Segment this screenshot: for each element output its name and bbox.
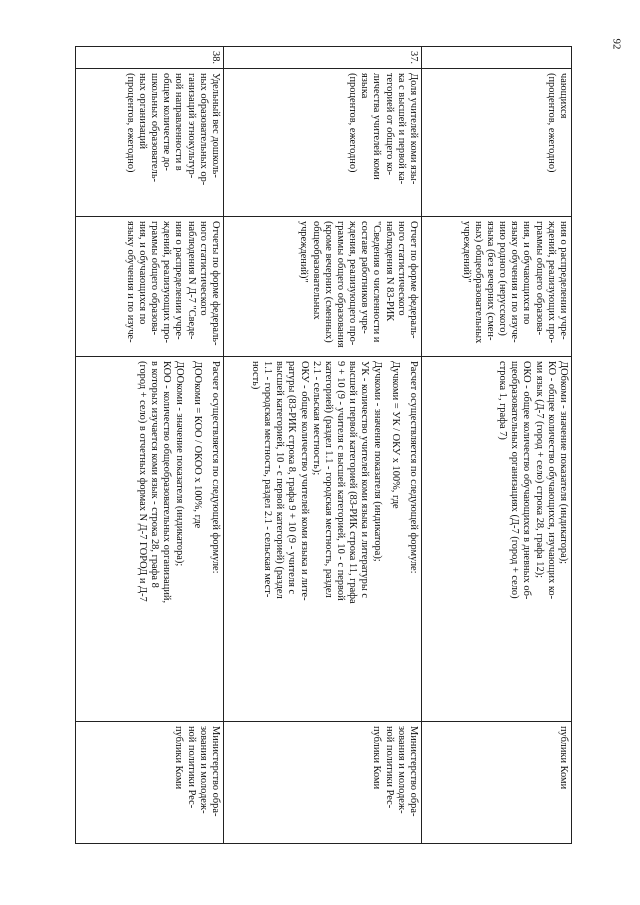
text-line: высшей категорией, 10 - с первой категорией) (раздел xyxy=(274,361,286,599)
text-line: общем количестве до- xyxy=(161,73,173,171)
responsible-organization-cell xyxy=(76,722,224,844)
text-line: языка (без вечерних (смен- xyxy=(484,221,496,341)
calculation-method-cell xyxy=(224,357,422,722)
text-line: УК - количество учителей коми языка и литературы с xyxy=(359,361,371,599)
text-line: публики Коми xyxy=(558,726,569,790)
text-line: КО - общее количество обучающихся, изучающих ко- xyxy=(545,361,557,600)
calculation-method-cell xyxy=(76,357,224,722)
text-line: тегорией от общего ко- xyxy=(383,73,395,176)
text-line: личества учителей коми xyxy=(371,73,383,180)
row-number: 38. xyxy=(210,51,221,64)
text-line: ных) общеобразовательных xyxy=(472,221,484,344)
text-line: категорией) (раздел 1.1 - городская местность, раздел xyxy=(322,361,334,598)
text-line: ного статистического xyxy=(395,221,407,316)
data-source-cell xyxy=(76,217,224,357)
text-line: в которых изучается коми язык - строка 28, графа 8 xyxy=(149,361,161,588)
text-line: ной направленности в xyxy=(173,73,185,171)
text-line: публики Коми xyxy=(173,726,185,790)
text-line: 1.1 - городская местность, раздел 2.1 - сельская мест- xyxy=(262,361,274,598)
text-line: учреждений)" xyxy=(460,221,472,283)
indicator-name-cell xyxy=(422,69,572,217)
row-number-cell xyxy=(422,47,572,69)
text-line: ния о распределении учре- xyxy=(173,221,185,340)
indicator-name-cell xyxy=(76,69,224,217)
text-line: ка с высшей и первой ка- xyxy=(395,73,407,185)
responsible-organization-cell xyxy=(224,722,422,844)
text-line: граммы общего образова- xyxy=(533,221,545,336)
text-line: Расчет осуществляется по следующей формуле: xyxy=(408,361,419,574)
text-line: граммы общего образования xyxy=(334,221,346,348)
text-line: Расчет осуществляется по следующей формуле: xyxy=(210,361,221,574)
text-line: ния, и обучающихся по xyxy=(136,221,148,325)
text-line: языка xyxy=(359,73,371,99)
text-line: ратуры (83-РИК строка 8, графа 9 + 10 (9 - учителя с xyxy=(286,361,298,595)
text-line: КОО - количество общеобразовательных организаций, xyxy=(161,361,173,604)
text-line: Отчет по форме федераль- xyxy=(408,221,419,339)
text-line: наблюдения N 83-РИК xyxy=(383,221,395,322)
text-line: составе работников учре- xyxy=(359,221,371,334)
text-line: ДООкоми - значение показателя (индикатора); xyxy=(173,361,185,567)
text-line: ного статистического xyxy=(197,221,209,316)
text-line: (процентов, ежегодно) xyxy=(124,73,136,173)
text-line: (город + село) в отчетных формах N Д-7 ГОРОД и Д-7 xyxy=(137,361,149,602)
text-line: ждений, реализующих про- xyxy=(161,221,173,343)
table-row xyxy=(422,47,572,844)
data-source-cell xyxy=(422,217,572,357)
indicator-table xyxy=(75,46,572,844)
text-line: Удельный вес дошколь- xyxy=(210,73,221,178)
text-line: ДООкоми = КОО / ОКОО x 100%, где xyxy=(191,361,203,529)
text-line: зования и молодеж- xyxy=(395,726,407,814)
text-line: чающихся xyxy=(558,73,569,119)
text-line: (процентов, ежегодно) xyxy=(347,73,359,173)
indicator-name-cell xyxy=(224,69,422,217)
rotated-table-container xyxy=(76,46,572,843)
text-line: (процентов, ежегодно) xyxy=(545,73,557,173)
text-line: Доля учителей коми язы- xyxy=(408,73,419,185)
row-number-cell xyxy=(224,47,422,69)
text-line: наблюдения N Д-7 "Сведе- xyxy=(185,221,197,340)
text-line: Отчеты по форме федераль- xyxy=(210,221,221,346)
text-line: ждений, реализующих про- xyxy=(545,221,557,343)
page-number: 92 xyxy=(610,38,623,50)
text-line: щеобразовательных организациях (Д-7 (город + село) xyxy=(509,361,521,599)
text-line: 9 + 10 (9 - учителя с высшей категорией, 10 - с первой xyxy=(335,361,347,601)
row-number-cell xyxy=(76,47,224,69)
text-line: 2.1 - сельская местность); xyxy=(310,361,322,476)
text-line: "Сведения о численности и xyxy=(371,221,383,343)
text-line: ДОбкоми - значение показателя (индикатора); xyxy=(558,361,569,565)
text-line: языку обучения и по изуче- xyxy=(124,221,136,343)
text-line: зования и молодеж- xyxy=(197,726,209,814)
text-line: языку обучения и по изуче- xyxy=(509,221,521,343)
text-line: учреждений)" xyxy=(298,221,310,283)
responsible-organization-cell xyxy=(422,722,572,844)
text-line: ных образовательных ор- xyxy=(197,73,209,186)
text-line: общеобразовательных xyxy=(310,221,322,320)
text-line: ной политики Рес- xyxy=(383,726,395,809)
text-line: высшей и первой категорией (83-РИК строка 11, графа xyxy=(347,361,359,604)
text-line: строка 1, графа 7) xyxy=(497,361,509,440)
text-line: школьных образователь- xyxy=(149,73,161,183)
calculation-method-cell xyxy=(422,357,572,722)
text-line: граммы общего образова- xyxy=(149,221,161,336)
table-row xyxy=(224,47,422,844)
text-line: ных организаций xyxy=(136,73,148,150)
text-line xyxy=(401,361,407,717)
text-line: ния, и обучающихся по xyxy=(521,221,533,325)
data-source-cell xyxy=(224,217,422,357)
text-line: публики Коми xyxy=(371,726,383,790)
text-line: ганизаций этнокультур- xyxy=(185,73,197,179)
text-line: ность) xyxy=(249,361,261,390)
text-line xyxy=(203,361,209,717)
table-row xyxy=(76,47,224,844)
text-line: Министерство обра- xyxy=(408,726,419,817)
row-number: 37. xyxy=(408,51,419,64)
text-line: ОКУ - общее количество учителей коми языка и лите- xyxy=(298,361,310,601)
text-line xyxy=(383,361,389,717)
text-line: Дучкоми = УК / ОКУ x 100%, где xyxy=(389,361,401,509)
text-line: ния о распределении учре- xyxy=(558,221,569,340)
text-line: ной политики Рес- xyxy=(185,726,197,809)
text-line: (кроме вечерних (сменных) xyxy=(322,221,334,343)
text-line: ми язык (Д-7 (город + село) строка 28, графа 12); xyxy=(533,361,545,579)
text-line: ждения, реализующего про- xyxy=(347,221,359,346)
text-line xyxy=(185,361,191,717)
text-line: нию родного (нерусского) xyxy=(497,221,509,336)
text-line: Дучкоми - значение показателя (индикатора); xyxy=(371,361,383,562)
text-line: ОКО - общее количество обучающихся в дневных об- xyxy=(521,361,533,600)
text-line: Министерство обра- xyxy=(210,726,221,817)
